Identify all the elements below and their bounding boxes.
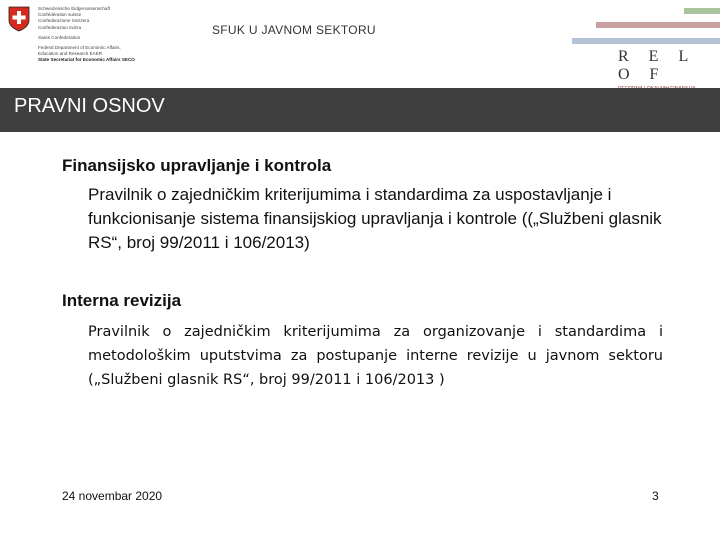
footer-date: 24 novembar 2020 [62, 489, 163, 503]
decor-bar [572, 38, 720, 44]
swiss-line: Education and Research EAER [38, 51, 103, 57]
swiss-line: Confederazione Svizzera [38, 18, 90, 24]
reloff-wordmark: R E L O F [618, 48, 696, 83]
swiss-line: Confédération suisse [38, 12, 82, 18]
swiss-confederation-logo [8, 6, 158, 82]
decor-bar [596, 22, 720, 28]
decor-bar [684, 8, 720, 14]
section-body: Pravilnik o zajedničkim kriterijumima za organizovanje i standardima i metodološkim uputstvima za postupanje interne revizije u javnom sektoru („Službeni glasnik RS“, broj 99/2011 i 106/2013 ) [88, 324, 663, 388]
section-heading: Interna revizija [62, 291, 182, 310]
header-title: SFUK U JAVNOM SEKTORU [212, 23, 376, 37]
swiss-line: Swiss Confederation [38, 34, 81, 40]
section-body: Pravilnik o zajedničkim kriterijumima i standardima za uspostavljanje i funkcionisanje sistema finansijskiog upravljanja i kontrole ((„Službeni glasnik RS“, broj 99/2011 i 106/2013) [88, 185, 662, 252]
swiss-confederation-text [38, 6, 158, 64]
swiss-line: Federal Department of Economic Affairs, [38, 45, 121, 51]
section-heading: Finansijsko upravljanje i kontrola [62, 156, 332, 175]
swiss-line: Confederaziun svizra [38, 24, 82, 30]
page-title: PRAVNI OSNOV [14, 95, 165, 117]
swiss-line: Schweizerische Eidgenossenschaft [38, 6, 111, 11]
page-number: 3 [652, 489, 659, 503]
swiss-coat-of-arms-icon [8, 6, 30, 32]
swiss-line: State Secretariat for Economic Affairs SECO [38, 57, 135, 63]
